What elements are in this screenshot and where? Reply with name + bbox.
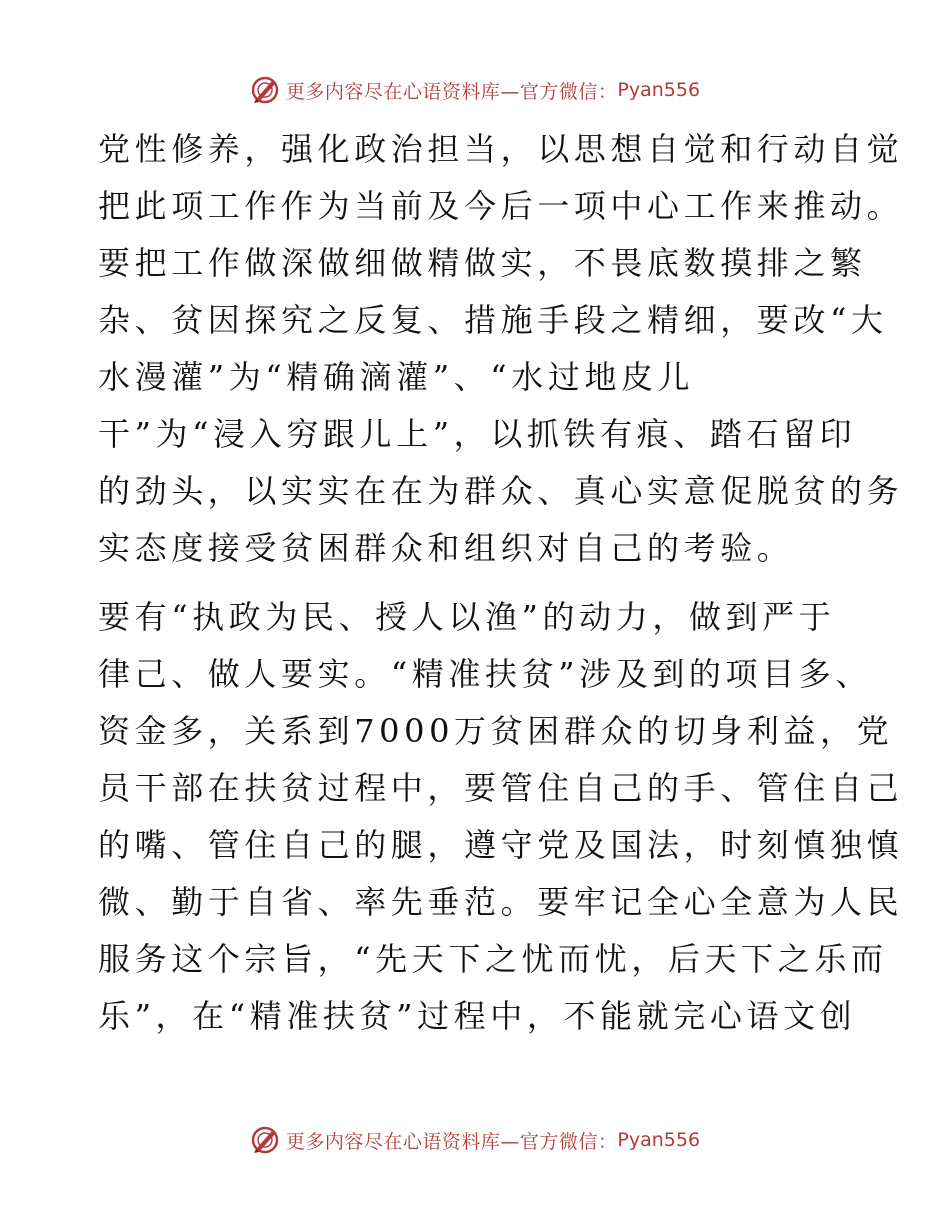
body-line: 水漫灌”为“精确滴灌”、“水过地皮儿 [98, 358, 695, 396]
body-line: 实态度接受贫困群众和组织对自己的考验。 [98, 529, 794, 567]
pen-logo-icon [250, 1125, 280, 1155]
footer-banner [0, 1120, 950, 1160]
body-line: 党性修养，强化政治担当，以思想自觉和行动自觉 [98, 130, 904, 168]
body-line: 乐”，在“精准扶贫”过程中，不能就完心语文创 [98, 997, 857, 1035]
body-line: 微、勤于自省、率先垂范。要牢记全心全意为人民 [98, 883, 904, 921]
header-banner-text: 更多内容尽在心语资料库—官方微信： [285, 80, 618, 103]
header-banner [0, 70, 950, 110]
body-line: 杂、贫因探究之反复、措施手段之精细，要改“大 [98, 301, 888, 339]
body-line: 要把工作做深做细做精做实，不畏底数摸排之繁 [98, 244, 867, 282]
footer-wechat-id: Pyan556 [617, 1129, 701, 1151]
body-line: 资金多，关系到7000万贫困群众的切身利益，党 [98, 712, 894, 750]
footer-banner-text: 更多内容尽在心语资料库—官方微信： [285, 1130, 618, 1153]
body-line: 服务这个宗旨，“先天下之忧而忧，后天下之乐而 [98, 940, 888, 978]
document-body [98, 121, 904, 1045]
body-line: 要有“执政为民、授人以渔”的动力，做到严于 [98, 598, 836, 636]
body-line: 员干部在扶贫过程中，要管住自己的手、管住自己 [98, 769, 904, 807]
body-line: 干”为“浸入穷跟儿上”，以抓铁有痕、踏石留印 [98, 415, 857, 453]
body-line: 把此项工作作为当前及今后一项中心工作来推动。 [98, 187, 904, 225]
body-line: 律己、做人要实。“精准扶贫”涉及到的项目多、 [98, 655, 872, 693]
header-wechat-id: Pyan556 [617, 79, 701, 101]
body-line: 的嘴、管住自己的腿，遵守党及国法，时刻慎独慎 [98, 826, 904, 864]
pen-logo-icon [250, 75, 280, 105]
body-line: 的劲头，以实实在在为群众、真心实意促脱贫的务 [98, 472, 904, 510]
